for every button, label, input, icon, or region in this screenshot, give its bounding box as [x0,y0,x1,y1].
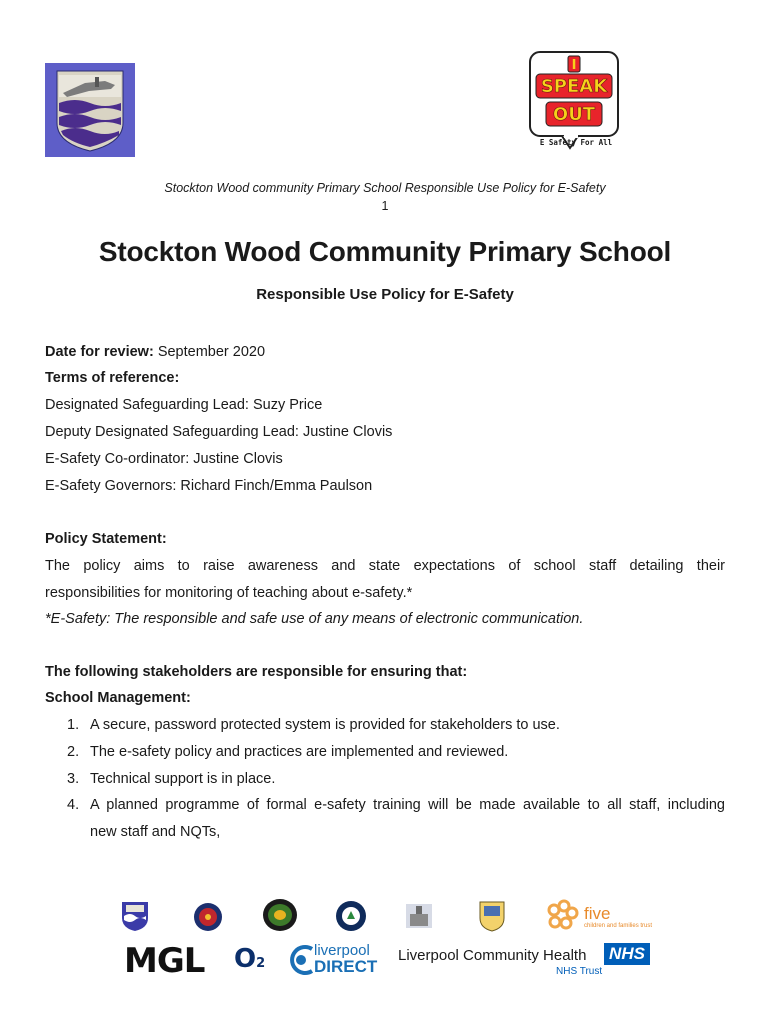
page-title: Stockton Wood Community Primary School [98,236,672,267]
policy-heading: Policy Statement: [45,531,167,547]
list-item-text: Technical support is in place. [90,771,276,787]
terms-item: E-Safety Co-ordinator: Justine Clovis [45,451,283,467]
svg-text:I: I [571,58,577,73]
review-date-label: Date for review: [45,344,154,360]
partner-school-crest-icon [120,900,150,937]
five-trust-name: five [584,904,611,923]
lch-name: Liverpool Community Health [398,947,587,964]
policy-text-line: The policy aims to raise awareness and state expectations of school staff detailing their [45,558,725,574]
partner-school-badge-blue-icon [335,900,367,937]
review-date-value: September 2020 [153,344,266,360]
list-item-number: 2. [67,744,80,760]
five-trust-subtitle: children and families trust [584,923,653,929]
speak-out-tagline: E Safety For All [539,138,613,147]
management-heading: School Management: [45,690,191,706]
list-item-text: The e-safety policy and practices are implemented and reviewed. [90,744,509,760]
mgl-logo: MGL [124,941,205,981]
o2-logo-letter: O [234,944,257,974]
review-date [45,344,725,360]
speak-out-logo [526,50,622,154]
list-item-text: A secure, password protected system is provided for stakeholders to use. [90,717,560,733]
liverpool-direct-top: liverpool [314,942,370,959]
svg-text:OUT: OUT [552,104,596,125]
policy-text-line: responsibilities for monitoring of teaching about e-safety.* [45,585,413,601]
partner-school-badge-green-icon [262,898,298,937]
school-crest-logo [45,63,135,157]
running-header: Stockton Wood community Primary School Responsible Use Policy for E-Safety [164,181,606,195]
partner-school-church-icon [404,900,434,935]
five-trust-logo [544,898,654,939]
o2-logo-sub: 2 [256,956,266,971]
terms-heading: Terms of reference: [45,370,180,386]
list-item-number: 1. [67,717,80,733]
page-number: 1 [381,199,389,213]
liverpool-direct-bottom: DIRECT [314,957,378,976]
partner-school-shield-icon [478,900,506,937]
list-item-number: 4. [67,797,80,813]
nhs-logo: NHS [604,943,650,965]
liverpool-direct-logo [286,942,378,982]
svg-text:SPEAK: SPEAK [540,76,608,97]
stakeholders-heading: The following stakeholders are responsible for ensuring that: [45,664,468,680]
terms-item: Deputy Designated Safeguarding Lead: Justine Clovis [45,424,393,440]
list-item-text: A planned programme of formal e-safety training will be made available to all staff, including [90,797,725,813]
terms-item: E-Safety Governors: Richard Finch/Emma Paulson [45,478,373,494]
terms-item: Designated Safeguarding Lead: Suzy Price [45,397,323,413]
o2-logo [234,944,265,974]
page-subtitle: Responsible Use Policy for E-Safety [256,286,514,303]
policy-footnote: *E-Safety: The responsible and safe use of any means of electronic communication. [45,611,584,627]
list-item-number: 3. [67,771,80,787]
nhs-trust-label: NHS Trust [556,966,603,977]
partner-school-badge-red-icon [193,902,223,937]
list-item-text: new staff and NQTs, [90,824,221,840]
